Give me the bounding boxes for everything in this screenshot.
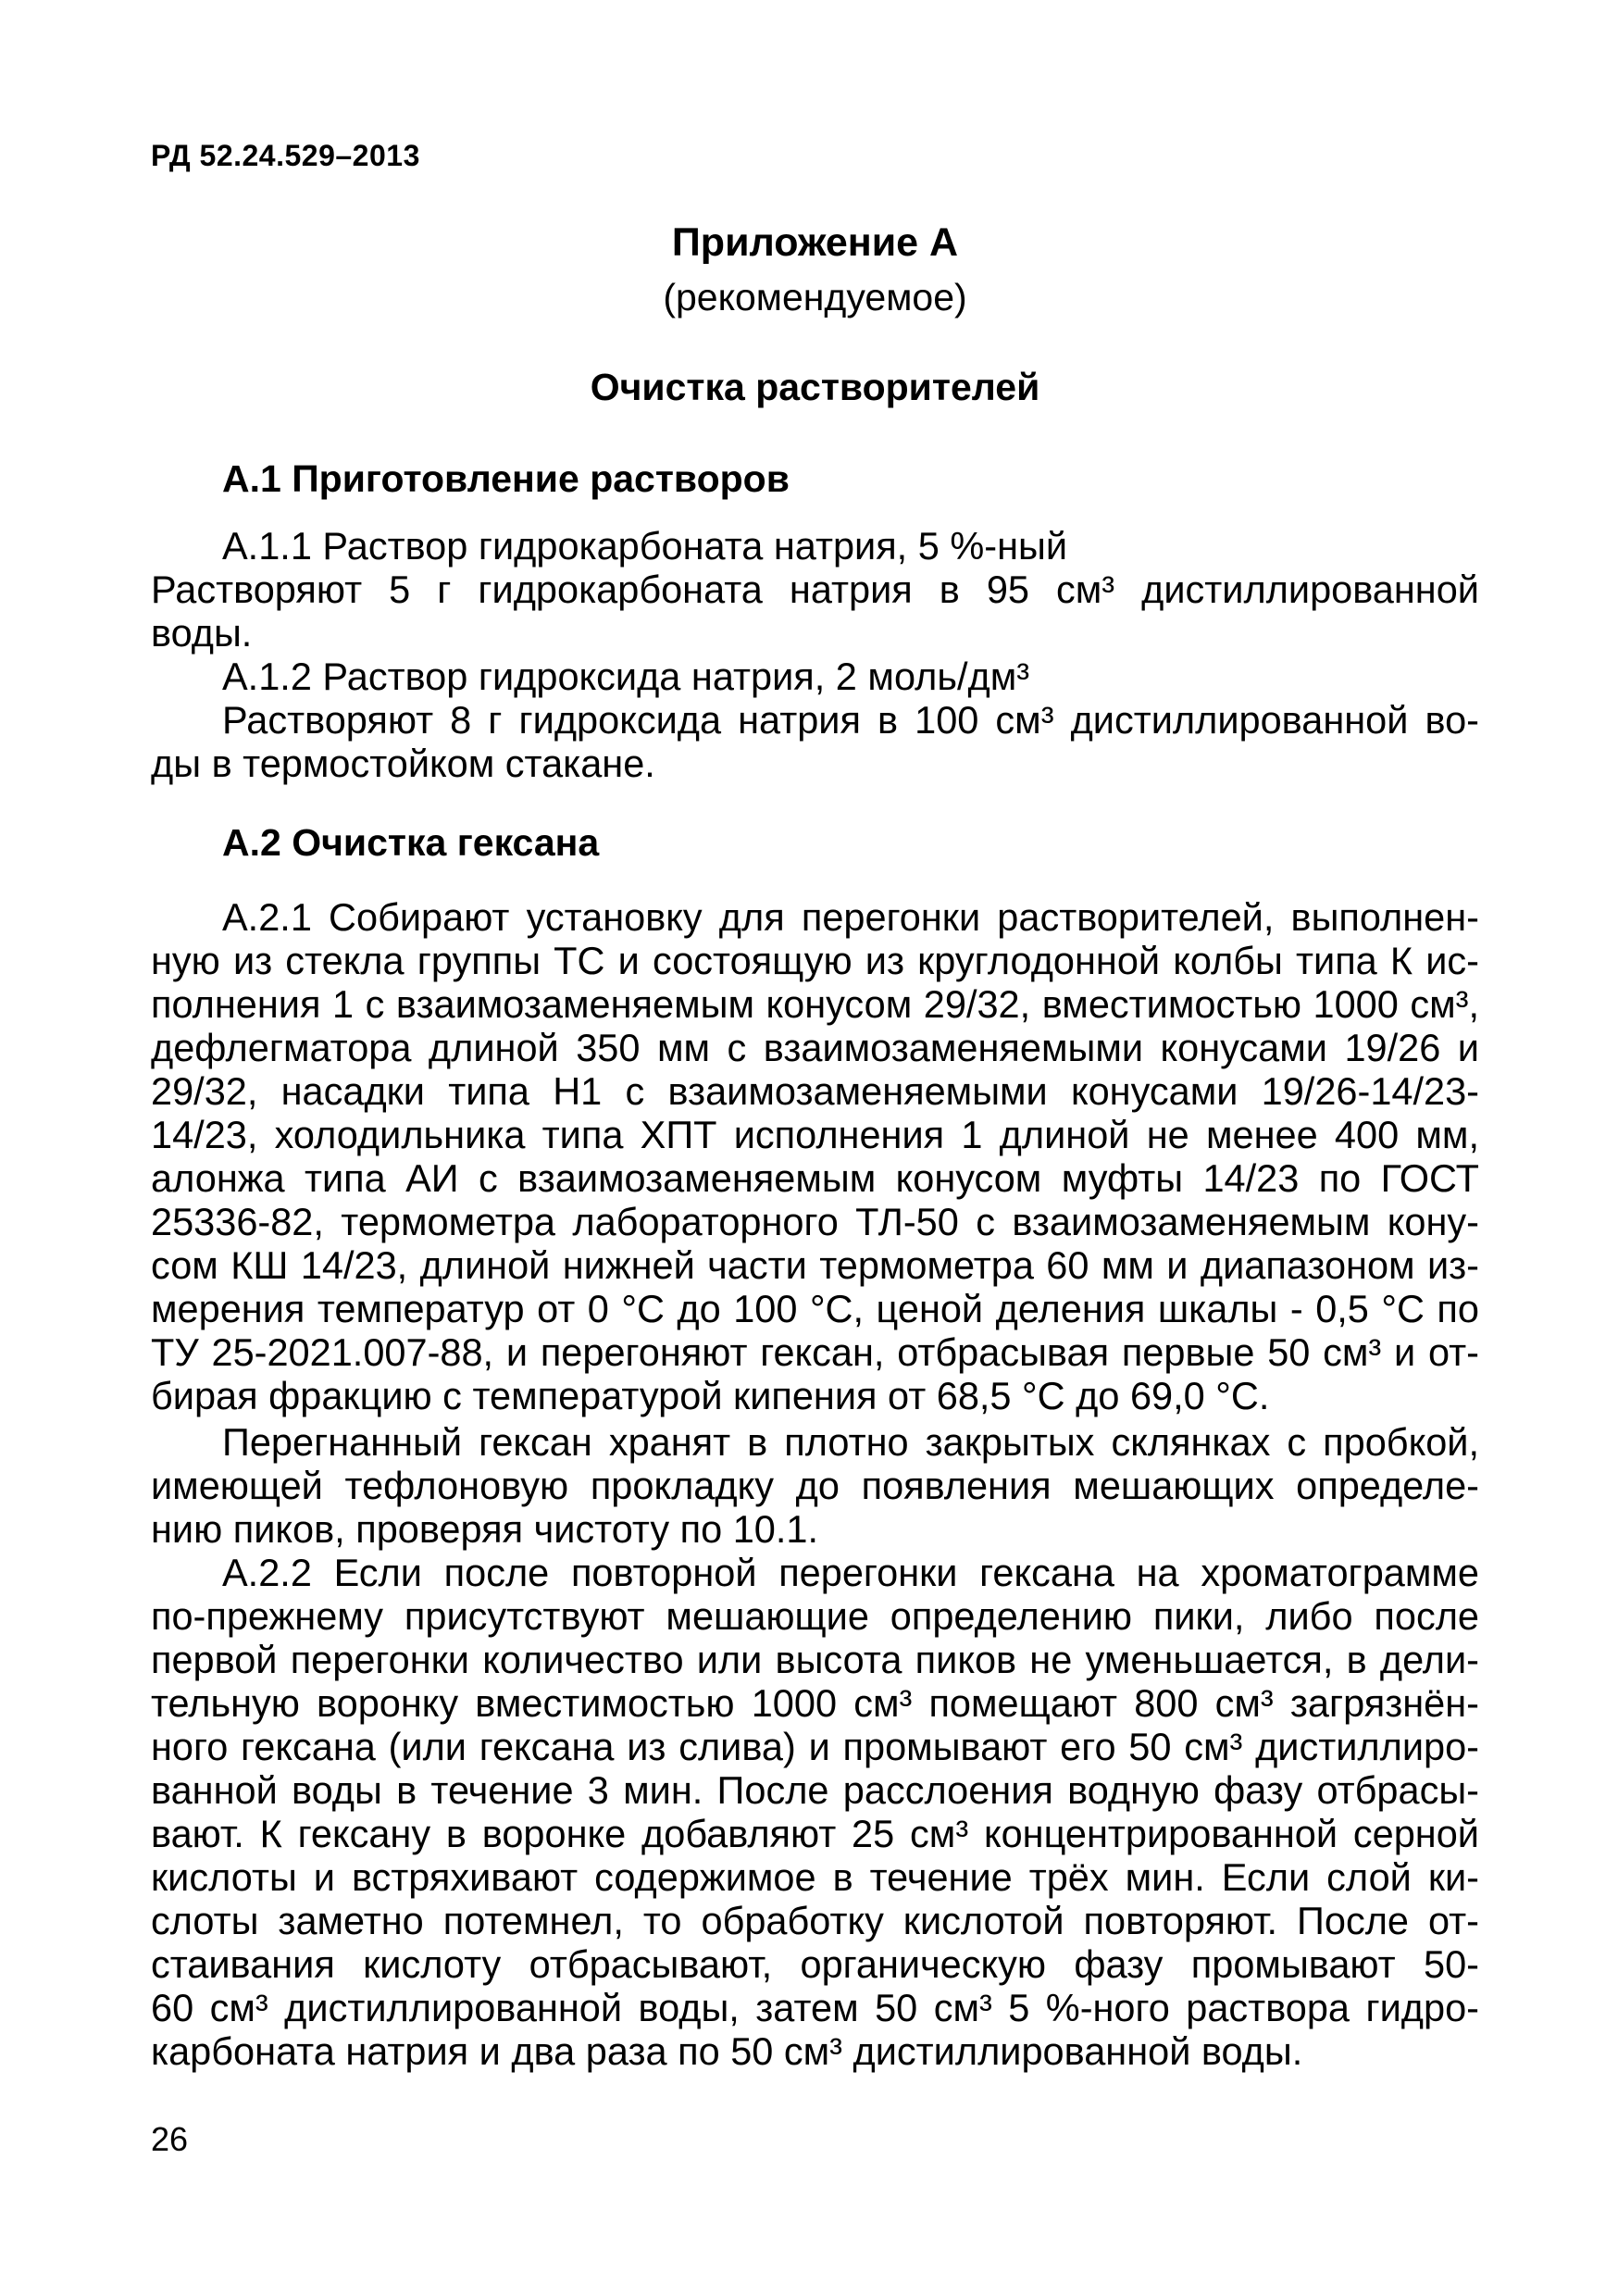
text-line: первой перегонки количество или высота пиков не уменьшается, в дели- bbox=[151, 1638, 1479, 1681]
text-line: 60 см³ дистиллированной воды, затем 50 см³ 5 %-ного раствора гидро- bbox=[151, 1986, 1479, 2029]
text-line: имеющей тефлоновую прокладку до появления мешающих определе- bbox=[151, 1464, 1479, 1507]
text-line: Перегнанный гексан хранят в плотно закрытых склянках с пробкой, bbox=[222, 1420, 1479, 1464]
item-a11-text bbox=[151, 568, 1479, 655]
item-a12-text bbox=[151, 698, 1479, 785]
item-a12-title: А.1.2 Раствор гидроксида натрия, 2 моль/дм³ bbox=[222, 655, 1030, 698]
page-number: 26 bbox=[151, 2120, 189, 2158]
item-a11-title: А.1.1 Раствор гидрокарбоната натрия, 5 %-ный bbox=[222, 524, 1067, 568]
paragraph-a21 bbox=[151, 895, 1479, 1417]
text-line: мерения температур от 0 °С до 100 °С, ценой деления шкалы - 0,5 °С по bbox=[151, 1287, 1479, 1330]
text-line: полнения 1 с взаимозаменяемым конусом 29/32, вместимостью 1000 см³, bbox=[151, 982, 1479, 1026]
text-line: бирая фракцию с температурой кипения от 68,5 °С до 69,0 °С. bbox=[151, 1374, 1270, 1417]
text-line: Растворяют 8 г гидроксида натрия в 100 см³ дистиллированной во- bbox=[222, 698, 1479, 742]
text-line: алонжа типа АИ с взаимозаменяемым конусом муфты 14/23 по ГОСТ bbox=[151, 1156, 1479, 1200]
text-line: 25336-82, термометра лабораторного ТЛ-50 с взаимозаменяемым кону- bbox=[151, 1200, 1479, 1243]
paragraph-a22 bbox=[151, 1551, 1479, 2073]
text-line: кислоты и встряхивают содержимое в течение трёх мин. Если слой ки- bbox=[151, 1855, 1479, 1899]
text-line: карбоната натрия и два раза по 50 см³ дистиллированной воды. bbox=[151, 2029, 1303, 2073]
text-line: сом КШ 14/23, длиной нижней части термометра 60 мм и диапазоном из- bbox=[151, 1243, 1479, 1287]
text-line: ванной воды в течение 3 мин. После расслоения водную фазу отбрасы- bbox=[151, 1768, 1479, 1812]
text-line: 29/32, насадки типа Н1 с взаимозаменяемыми конусами 19/26-14/23- bbox=[151, 1069, 1479, 1113]
appendix-title: Приложение А bbox=[671, 220, 959, 265]
text-line: ную из стекла группы ТС и состоящую из круглодонной колбы типа К ис- bbox=[151, 939, 1479, 982]
appendix-status: (рекомендуемое) bbox=[663, 276, 967, 318]
section-title: Очистка растворителей bbox=[590, 366, 1040, 408]
text-line: Растворяют 5 г гидрокарбоната натрия в 95 см³ дистиллированной bbox=[151, 568, 1479, 611]
document-code: РД 52.24.529–2013 bbox=[151, 139, 420, 172]
text-line: А.2.1 Собирают установку для перегонки растворителей, выполнен- bbox=[222, 895, 1479, 939]
text-line: по-прежнему присутствуют мешающие определению пики, либо после bbox=[151, 1594, 1479, 1638]
text-line: ды в термостойком стакане. bbox=[151, 742, 655, 785]
text-line: 14/23, холодильника типа ХПТ исполнения 1 длиной не менее 400 мм, bbox=[151, 1113, 1479, 1156]
text-line: нию пиков, проверяя чистоту по 10.1. bbox=[151, 1507, 819, 1551]
text-line: дефлегматора длиной 350 мм с взаимозаменяемыми конусами 19/26 и bbox=[151, 1026, 1479, 1069]
text-line: вают. К гексану в воронке добавляют 25 см³ концентрированной серной bbox=[151, 1812, 1479, 1855]
text-line: воды. bbox=[151, 611, 253, 655]
text-line: ного гексана (или гексана из слива) и промывают его 50 см³ дистиллиро- bbox=[151, 1725, 1479, 1768]
heading-a1: А.1 Приготовление растворов bbox=[222, 457, 790, 500]
text-line: тельную воронку вместимостью 1000 см³ помещают 800 см³ загрязнён- bbox=[151, 1681, 1479, 1725]
text-line: ТУ 25-2021.007-88, и перегоняют гексан, отбрасывая первые 50 см³ и от- bbox=[151, 1330, 1479, 1374]
heading-a2: А.2 Очистка гексана bbox=[222, 821, 600, 864]
paragraph-storage bbox=[151, 1420, 1479, 1551]
text-line: А.2.2 Если после повторной перегонки гексана на хроматограмме bbox=[222, 1551, 1479, 1594]
text-line: слоты заметно потемнел, то обработку кислотой повторяют. После от- bbox=[151, 1899, 1479, 1942]
text-line: стаивания кислоту отбрасывают, органическую фазу промывают 50- bbox=[151, 1942, 1479, 1986]
